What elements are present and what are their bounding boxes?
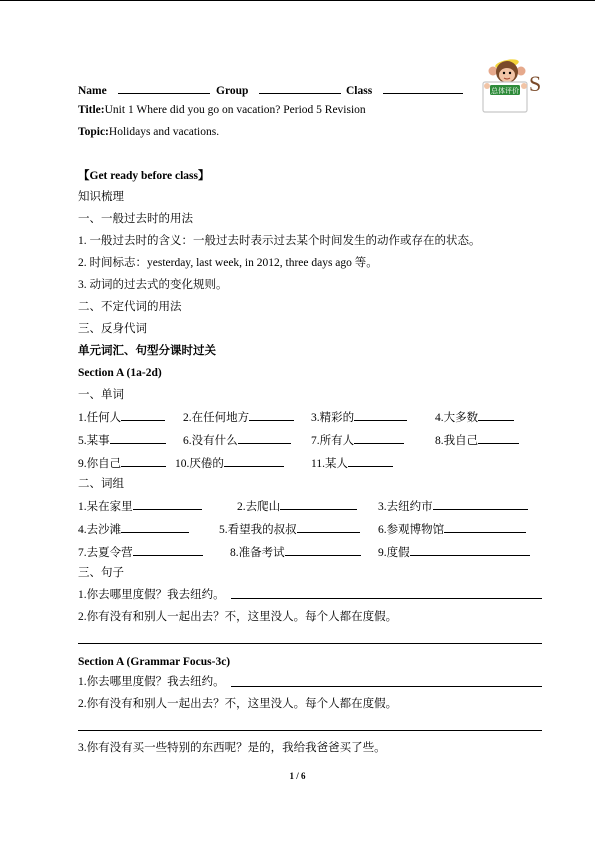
word-item: 2.在任何地方: [183, 409, 294, 425]
badge-text: 总体评价: [491, 87, 519, 95]
topic-row: [78, 125, 219, 139]
word-item: 9.你自己: [78, 455, 166, 471]
page-number: 1 / 6: [289, 771, 306, 781]
phrase-item: 8.准备考试: [230, 544, 361, 560]
answer-line[interactable]: [78, 730, 542, 731]
words-label: 一、单词: [78, 389, 124, 401]
topic-label: Topic:: [78, 126, 109, 138]
name-blank[interactable]: [118, 82, 210, 94]
phrase-blank[interactable]: [133, 544, 203, 556]
prep-line-4: 3. 动词的过去式的变化规则。: [78, 279, 228, 291]
prep-heading: 【Get ready before class】: [78, 170, 210, 182]
prep-line-5: 二、不定代词的用法: [78, 301, 182, 313]
prep-line-1: 一、一般过去时的用法: [78, 213, 193, 225]
word-blank[interactable]: [238, 432, 291, 444]
class-label: Class: [346, 85, 373, 97]
phrase-item: 7.去夏令营: [78, 544, 203, 560]
phrase-item: 5.看望我的叔叔: [219, 521, 360, 537]
word-blank[interactable]: [478, 409, 514, 421]
word-item: 11.某人: [311, 455, 393, 471]
phrase-item: 3.去纽约市: [378, 498, 528, 514]
word-item: 7.所有人: [311, 432, 404, 448]
topic-value: Holidays and vacations.: [108, 126, 220, 138]
title-label: Title:: [78, 104, 105, 116]
prep-line-6: 三、反身代词: [78, 323, 147, 335]
title-value: Unit 1 Where did you go on vacation? Period 5 Revision: [104, 104, 366, 116]
word-blank[interactable]: [249, 409, 294, 421]
prep-line-2: 1. 一般过去时的含义：一般过去时表示过去某个时间发生的动作或存在的状态。: [78, 235, 481, 247]
phrases-label: 二、词组: [78, 478, 124, 490]
word-item: 6.没有什么: [183, 432, 291, 448]
class-blank[interactable]: [383, 82, 463, 94]
name-label: Name: [78, 85, 107, 97]
answer-line[interactable]: [231, 686, 542, 687]
phrase-blank[interactable]: [133, 498, 202, 510]
word-item: 4.大多数: [435, 409, 514, 425]
group-field: [216, 82, 341, 98]
sentence-item: 3.你有没有买一些特别的东西呢？是的，我给我爸爸买了些。: [78, 742, 386, 754]
word-item: 10.厌倦的: [175, 455, 284, 471]
phrase-blank[interactable]: [285, 544, 361, 556]
sentences-label: 三、句子: [78, 567, 124, 579]
word-item: 3.精彩的: [311, 409, 407, 425]
section-b-heading: Section A (Grammar Focus-3c): [78, 656, 231, 668]
sentence-item: 1.你去哪里度假？我去纽约。: [78, 676, 225, 688]
unit-heading: 单元词汇、句型分课时过关: [78, 345, 216, 357]
phrase-blank[interactable]: [280, 498, 357, 510]
sentence-item: 2.你有没有和别人一起出去？不，这里没人。每个人都在度假。: [78, 698, 398, 710]
phrase-blank[interactable]: [121, 521, 189, 533]
badge-letter: S: [529, 71, 542, 96]
answer-line[interactable]: [231, 598, 542, 599]
word-blank[interactable]: [354, 432, 404, 444]
title-row: [78, 103, 366, 117]
phrase-item: 2.去爬山: [237, 498, 357, 514]
phrase-item: 1.呆在家里: [78, 498, 202, 514]
phrase-blank[interactable]: [297, 521, 360, 533]
sentence-item: 1.你去哪里度假？我去纽约。: [78, 589, 225, 601]
phrase-item: 6.参观博物馆: [378, 521, 526, 537]
word-item: 8.我自己: [435, 432, 519, 448]
prep-line-3: 2. 时间标志：yesterday, last week, in 2012, three days ago 等。: [78, 257, 378, 269]
word-blank[interactable]: [224, 455, 284, 467]
word-blank[interactable]: [354, 409, 407, 421]
phrase-blank[interactable]: [433, 498, 528, 510]
group-blank[interactable]: [259, 82, 341, 94]
word-blank[interactable]: [110, 432, 166, 444]
word-blank[interactable]: [478, 432, 519, 444]
answer-line[interactable]: [78, 643, 542, 644]
phrase-item: 4.去沙滩: [78, 521, 189, 537]
monkey-mascot-icon: [479, 54, 547, 116]
word-item: 1.任何人: [78, 409, 165, 425]
phrase-blank[interactable]: [410, 544, 530, 556]
top-border: [0, 0, 595, 1]
phrase-item: 9.度假: [378, 544, 530, 560]
name-field: [78, 82, 210, 98]
phrase-blank[interactable]: [444, 521, 526, 533]
sentence-item: 2.你有没有和别人一起出去？不，这里没人。每个人都在度假。: [78, 611, 398, 623]
class-field: [346, 82, 463, 98]
group-label: Group: [216, 85, 249, 97]
word-blank[interactable]: [121, 455, 166, 467]
word-blank[interactable]: [348, 455, 393, 467]
section-a-heading: Section A (1a-2d): [78, 367, 162, 379]
word-item: 5.某事: [78, 432, 166, 448]
prep-sub: 知识梳理: [78, 191, 124, 203]
word-blank[interactable]: [121, 409, 165, 421]
